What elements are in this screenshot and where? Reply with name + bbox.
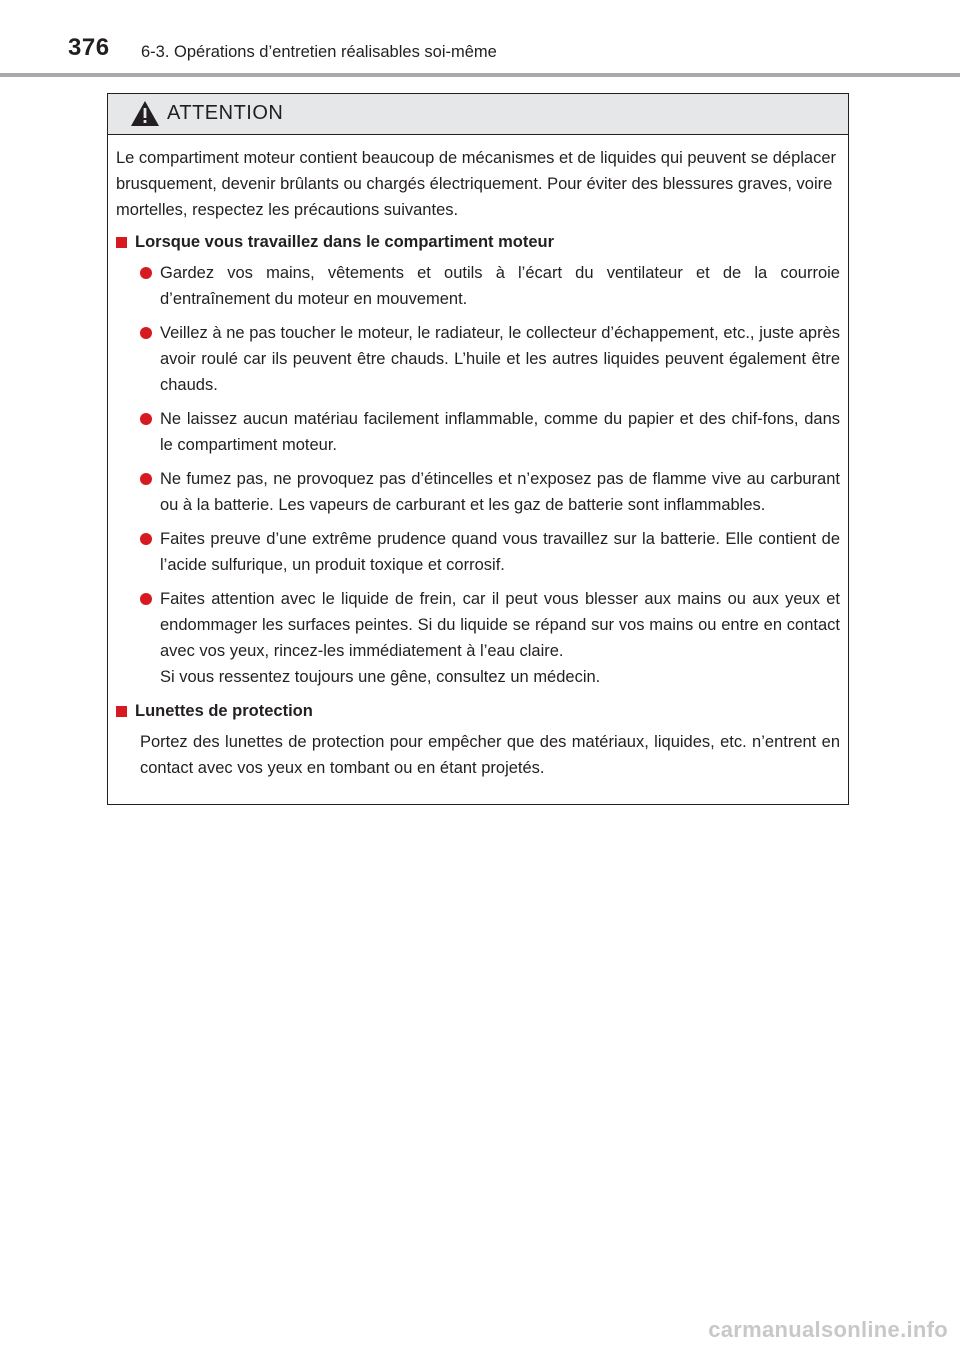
- round-bullet-icon: [140, 473, 152, 485]
- warning-box: [107, 93, 849, 805]
- list-item-text: Ne fumez pas, ne provoquez pas d’étincelles et n’exposez pas de flamme vive au carburant ou à la batterie. Les vapeurs de carburant et les gaz de batterie sont inflammables.: [160, 470, 840, 514]
- list-item-text: Faites preuve d’une extrême prudence quand vous travaillez sur la batterie. Elle contient de l’acide sulfurique, un produit toxique et corrosif.: [160, 530, 840, 574]
- list-item-text: Veillez à ne pas toucher le moteur, le radiateur, le collecteur d’échappement, etc., juste après avoir roulé car ils peuvent être chauds. L’huile et les autres liquides peuvent également être chauds.: [160, 324, 840, 394]
- protective-glasses-text: Portez des lunettes de protection pour empêcher que des matériaux, liquides, etc. n’entrent en contact avec vos yeux en tombant ou en étant projetés.: [140, 733, 840, 777]
- warning-title: ATTENTION: [167, 102, 284, 124]
- subheading-engine-compartment: [116, 229, 840, 255]
- subheading-protective-glasses: [116, 698, 840, 724]
- round-bullet-icon: [140, 267, 152, 279]
- section-title: 6-3. Opérations d’entretien réalisables soi-même: [141, 43, 497, 61]
- list-item: [140, 260, 840, 312]
- warning-intro: Le compartiment moteur contient beaucoup de mécanismes et de liquides qui peuvent se déplacer brusquement, devenir brûlants ou chargés électriquement. Pour éviter des blessures graves, voire mortelles, respectez les précautions suivantes.: [116, 149, 837, 219]
- subheading-text: Lunettes de protection: [135, 702, 313, 720]
- round-bullet-icon: [140, 593, 152, 605]
- list-item: [140, 320, 840, 398]
- list-item: [140, 406, 840, 458]
- warning-triangle-icon: [130, 100, 160, 127]
- list-item-text: Gardez vos mains, vêtements et outils à l’écart du ventilateur et de la courroie d’entraînement du moteur en mouvement.: [160, 264, 840, 308]
- round-bullet-icon: [140, 413, 152, 425]
- warning-header: [108, 94, 848, 135]
- list-item-text: Ne laissez aucun matériau facilement inflammable, comme du papier et des chif-fons, dans le compartiment moteur.: [160, 410, 840, 454]
- list-item-text-part1: Faites attention avec le liquide de frein, car il peut vous blesser aux mains ou aux yeux et endommager les surfaces peintes. Si du liquide se répand sur vos mains ou entre en contact avec vos yeux, rincez-les immédiatement à l’eau claire.: [160, 590, 840, 660]
- list-item: [140, 526, 840, 578]
- list-item: [140, 466, 840, 518]
- header-rule: [0, 73, 960, 77]
- list-item-text: [160, 586, 840, 690]
- list-item: [140, 586, 840, 690]
- round-bullet-icon: [140, 327, 152, 339]
- subheading-text: Lorsque vous travaillez dans le compartiment moteur: [135, 233, 555, 251]
- watermark: carmanualsonline.info: [708, 1317, 948, 1342]
- square-bullet-icon: [116, 706, 127, 717]
- page-number: 376: [68, 34, 110, 61]
- round-bullet-icon: [140, 533, 152, 545]
- list-item-text-part2: Si vous ressentez toujours une gêne, consultez un médecin.: [160, 668, 601, 686]
- square-bullet-icon: [116, 237, 127, 248]
- warning-body: [108, 135, 848, 781]
